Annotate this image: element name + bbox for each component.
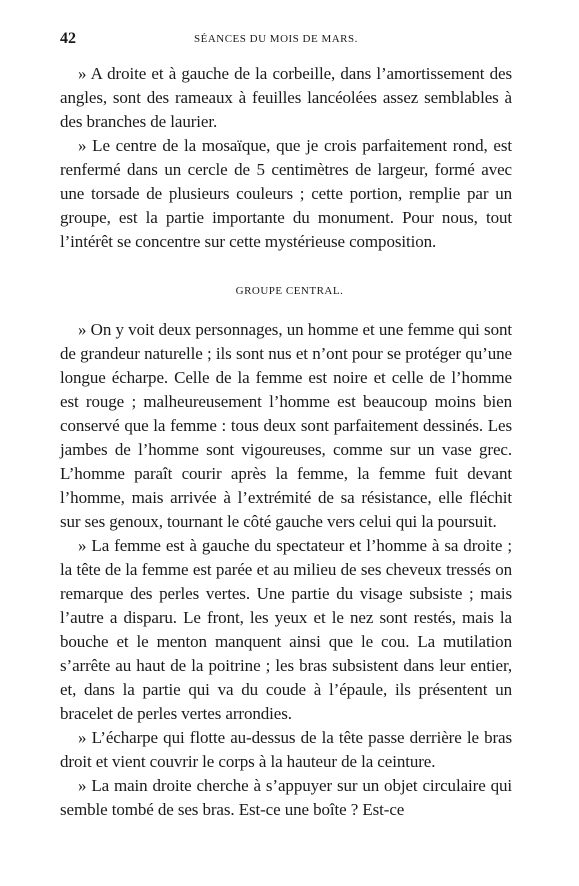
paragraph: » La femme est à gauche du spectateur et l’homme à sa droite ; la tête de la femme est parée et au milieu de ses cheveux tressés on remarque des perles vertes. Une partie du visage subsiste ; mais l’autre a disparu. Le front, les yeux et le nez sont restés, mais la bouche et le menton manquent ainsi que le cou. La mutilation s’arrête au haut de la poitrine ; les bras subsistent dans leur entier, et, dans la partie qui va du coude à l’épaule, ils présentent un bracelet de perles vertes arrondies. bbox=[60, 536, 512, 723]
section-heading: GROUPE CENTRAL. bbox=[235, 285, 344, 297]
running-head bbox=[60, 30, 515, 50]
page-number: 42 bbox=[60, 30, 76, 47]
paragraph: » On y voit deux personnages, un homme et une femme qui sont de grandeur naturelle ; ils sont nus et n’ont pour se protéger qu’une longue écharpe. Celle de la femme est noire et celle de l’homme est rouge ; malheureusement l’homme est beaucoup moins bien conservé que la femme : tous deux sont parfaitement dessinés. Les jambes de l’homme sont vigoureuses, comme sur un vase grec. L’homme paraît courir après la femme, la femme fuit devant l’homme, mais arrivée à l’extrémité de sa résistance, elle fléchit sur ses genoux, tournant le côté gauche vers celui qui la poursuit. bbox=[60, 320, 512, 531]
running-title: SÉANCES DU MOIS DE MARS. bbox=[194, 33, 358, 45]
text-block-top bbox=[60, 62, 512, 254]
paragraph: » La main droite cherche à s’appuyer sur un objet circulaire qui semble tombé de ses bras. Est-ce une boîte ? Est-ce bbox=[60, 776, 512, 819]
paragraph: » A droite et à gauche de la corbeille, dans l’amortissement des angles, sont des rameaux à feuilles lancéolées assez semblables à des branches de laurier. bbox=[60, 64, 512, 131]
paragraph: » Le centre de la mosaïque, que je crois parfaitement rond, est renfermé dans un cercle de 5 centimètres de largeur, formé avec une torsade de plusieurs couleurs ; cette portion, remplie par un groupe, est la partie importante du monument. Pour nous, tout l’intérêt se concentre sur cette mystérieuse composition. bbox=[60, 136, 512, 251]
paragraph: » L’écharpe qui flotte au-dessus de la tête passe derrière le bras droit et vient couvrir le corps à la hauteur de la ceinture. bbox=[60, 728, 512, 771]
text-block-bottom bbox=[60, 318, 512, 822]
